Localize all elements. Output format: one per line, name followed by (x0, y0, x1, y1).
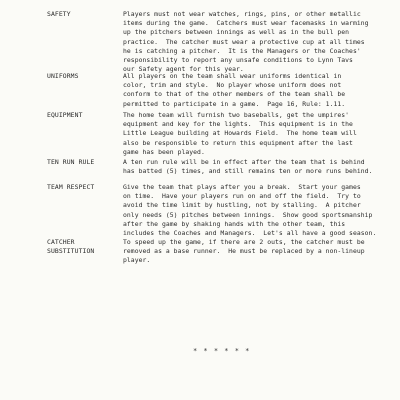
text-line: avoid the time limit by hustling, not by stalling. A pitcher (123, 201, 361, 210)
text-line: A ten run rule will be in effect after the team that is behind (123, 158, 365, 166)
text-line: The home team will furnish two baseballs, get the umpires' (123, 111, 350, 119)
label-line: SAFETY (47, 10, 71, 18)
text-line: color, trim and style. No player whose uniform does not (123, 81, 342, 90)
text-line: after the game by shaking hands with the other team, this (123, 219, 346, 228)
text-line: player. (123, 256, 151, 265)
text-line: he is catching a pitcher. It is the Managers or the Coaches' (123, 46, 361, 55)
label-line: CATCHER (47, 238, 75, 246)
text-line: conform to that of the other members of the team shall be (123, 90, 346, 99)
rule-label (47, 238, 119, 256)
rule-text (123, 158, 385, 176)
text-line: Give the team that plays after you a break. Start your games (123, 183, 361, 191)
text-line: includes the Coaches and Managers. Let's all have a good season. (123, 229, 377, 238)
text-line: on time. Have your players run on and off the field. Try to (123, 192, 361, 201)
text-line: removed as a base runner. He must be replaced by a non-lineup (123, 247, 365, 256)
rule-text (123, 111, 385, 157)
text-line: only needs (5) pitches between innings. Show good sportsmanship (123, 210, 373, 219)
rule-label (47, 72, 119, 81)
text-line: practice. The catcher must wear a protective cup at all times (123, 37, 365, 46)
text-line: All players on the team shall wear uniforms identical in (123, 72, 342, 80)
label-line: UNIFORMS (47, 72, 79, 80)
rule-text (123, 10, 385, 74)
label-line: SUBSTITUTION (47, 247, 95, 256)
rule-text (123, 72, 385, 109)
text-line: also be responsible to return this equipment after the last (123, 138, 353, 147)
text-line: equipment and key for the lights. This equipment is in the (123, 120, 353, 129)
label-line: EQUIPMENT (47, 111, 83, 119)
rule-text (123, 183, 385, 238)
text-line: Little League building at Howards Field. The home team will (123, 129, 357, 138)
text-line: responsibility to report any unsafe conditions to Lynn Tavs (123, 56, 353, 65)
rule-label (47, 10, 119, 19)
text-line: To speed up the game, if there are 2 outs, the catcher must be (123, 238, 365, 246)
text-line: permitted to participate in a game. Page 16, Rule: 1.11. (123, 99, 346, 108)
rule-text (123, 238, 385, 266)
label-line: TEN RUN RULE (47, 158, 95, 166)
rule-label (47, 158, 119, 167)
text-line: items during the game. Catchers must wear facemasks in warming (123, 19, 369, 28)
text-line: game has been played. (123, 147, 205, 156)
text-line: our Safety agent for this year. (123, 65, 244, 74)
rule-label (47, 111, 119, 120)
rule-label (47, 183, 119, 192)
text-line: has batted (5) times, and still remains ten or more runs behind. (123, 167, 373, 176)
label-line: TEAM RESPECT (47, 183, 95, 191)
end-of-section-mark: * * * * * * (193, 347, 251, 355)
text-line: Players must not wear watches, rings, pins, or other metallic (123, 10, 361, 18)
text-line: up the pitchers between innings as well as in the bull pen (123, 28, 350, 37)
